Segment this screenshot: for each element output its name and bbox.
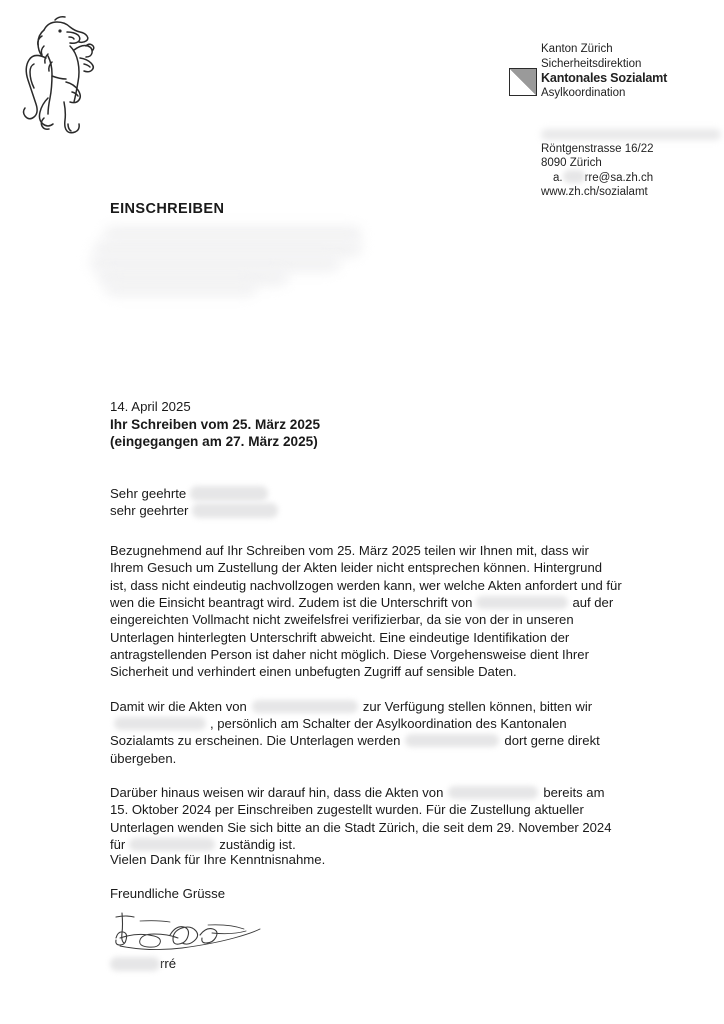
recipient-address-block-redacted xyxy=(90,224,370,306)
subject-line-2: (eingegangen am 27. März 2025) xyxy=(110,434,318,450)
closing-thanks: Vielen Dank für Ihre Kenntnisnahme. xyxy=(110,852,326,867)
letter-body xyxy=(110,542,622,871)
redaction-mark xyxy=(252,700,358,713)
sender-identity xyxy=(541,42,721,100)
redaction-mark xyxy=(476,596,568,609)
salutation-line-1: Sehr geehrte xyxy=(110,485,278,502)
redaction-mark xyxy=(563,170,585,183)
closing-regards: Freundliche Grüsse xyxy=(110,886,226,902)
delivery-mode-label: EINSCHREIBEN xyxy=(110,201,225,217)
sender-city: 8090 Zürich xyxy=(541,157,602,170)
redaction-mark xyxy=(110,957,160,971)
redaction-mark xyxy=(448,786,538,799)
salutation-block xyxy=(110,485,278,520)
body-paragraph-2: Damit wir die Akten von zur Verfügung stellen können, bitten wir, persönlich am Schalter der Asylkoordination des Kantonalen Sozialamts zu erscheinen. Die Unterlagen werden dort gerne direkt übergeben. xyxy=(110,698,600,766)
redaction-mark xyxy=(541,129,721,140)
redaction-mark xyxy=(192,503,278,518)
sender-line-office: Kantonales Sozialamt xyxy=(541,71,668,86)
redaction-mark xyxy=(129,838,215,851)
logo-triangle-shape xyxy=(510,69,536,95)
sender-redacted-name-line xyxy=(541,128,724,142)
zurich-lion-crest-icon xyxy=(8,6,112,136)
redaction-mark xyxy=(114,717,206,730)
redaction-mark xyxy=(106,280,256,296)
body-paragraph-1: Bezugnehmend auf Ihr Schreiben vom 25. März 2025 teilen wir Ihnen mit, dass wir Ihrem Gesuch um Zustellung der Akten leider nicht entsprechen können. Hintergrund ist, dass nicht eindeutig nachvollzogen werden kann, wer welche Akten anfordert und für wen die Einsicht beantragt wird. Zudem ist die Unterschrift von auf der eingereichten Vollmacht nicht zweifelsfrei verifizierbar, da sie von der in unseren Unterlagen hinterlegten Unterschrift abweicht. Eine eindeutige Identifikation der antragstellenden Person ist daher nicht möglich. Diese Vorgehensweise dient Ihrer Sicherheit und verhindert einen unbefugten Zugriff auf sensible Daten. xyxy=(110,543,622,680)
sender-website: www.zh.ch/sozialamt xyxy=(541,186,648,199)
dateline-block xyxy=(110,398,320,451)
sender-email: a. rre@sa.zh.ch xyxy=(553,171,654,184)
salutation-line-2: sehr geehrter xyxy=(110,502,278,519)
redaction-mark xyxy=(190,486,268,501)
sender-line-canton: Kanton Zürich xyxy=(541,43,613,55)
sender-line-directorate: Sicherheitsdirektion xyxy=(541,57,642,70)
kanton-zuerich-square-logo-icon xyxy=(509,68,537,96)
closing-spacer xyxy=(110,868,325,885)
signer-name: rré xyxy=(110,955,176,972)
subject-line-1: Ihr Schreiben vom 25. März 2025 xyxy=(110,416,321,432)
redaction-mark xyxy=(405,734,499,747)
closing-block xyxy=(110,851,325,903)
sender-street: Röntgenstrasse 16/22 xyxy=(541,143,654,155)
sender-line-unit: Asylkoordination xyxy=(541,86,626,99)
sender-address-block xyxy=(541,128,724,200)
body-paragraph-3: Darüber hinaus weisen wir darauf hin, dass die Akten von bereits am 15. Oktober 2024 per Einschreiben zugestellt wurden. Für die Zustellung aktueller Unterlagen wenden Sie sich bitte an die Stadt Zürich, die seit dem 29. November 2024 für zuständig ist. xyxy=(110,785,612,853)
letter-date: 14. April 2025 xyxy=(110,399,191,414)
